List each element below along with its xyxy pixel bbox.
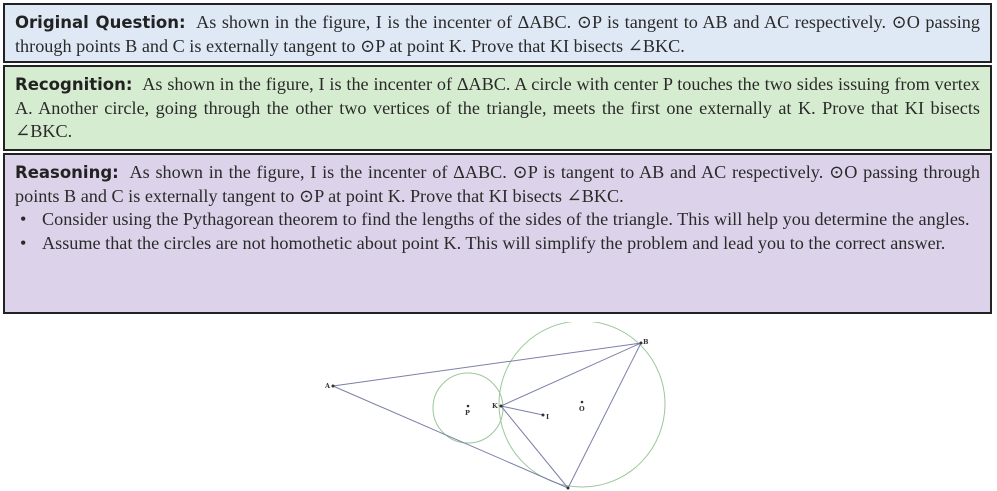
original-question-panel xyxy=(3,3,992,63)
label-p: P xyxy=(465,409,470,417)
segment-bc xyxy=(568,343,641,488)
recognition-text xyxy=(15,73,980,144)
point-a xyxy=(332,385,335,388)
original-question-body: As shown in the figure, I is the incenter of ΔABC. ⊙P is tangent to AB and AC respectively. ⊙O passing through points B and C is externally tangent to ⊙P at point K. Prove that KI bisects ∠BKC. xyxy=(15,12,980,56)
reasoning-bullet-list xyxy=(15,208,980,255)
segment-ac xyxy=(333,386,568,488)
reasoning-bullet: • Consider using the Pythagorean theorem to find the lengths of the sides of the triangle. This will help you determine the angles. xyxy=(42,208,980,232)
label-o: O xyxy=(579,405,585,413)
point-p xyxy=(467,405,470,408)
recognition-label: Recognition: xyxy=(15,75,133,94)
reasoning-body: As shown in the figure, I is the incenter of ΔABC. ⊙P is tangent to AB and AC respectively. ⊙O passing through points B and C is externally tangent to ⊙P at point K. Prove that KI bisects ∠BKC. xyxy=(15,162,980,206)
label-i: I xyxy=(546,413,550,421)
point-c xyxy=(567,487,570,490)
label-k: K xyxy=(492,402,498,410)
reasoning-label: Reasoning: xyxy=(15,163,119,182)
point-i xyxy=(542,414,545,417)
point-k xyxy=(500,405,503,408)
reasoning-text xyxy=(15,161,980,208)
recognition-panel xyxy=(3,65,992,151)
original-question-label: Original Question: xyxy=(15,13,186,32)
geometry-figure xyxy=(318,322,668,490)
reasoning-bullet: • Assume that the circles are not homothetic about point K. This will simplify the problem and lead you to the correct answer. xyxy=(42,232,980,256)
reasoning-panel xyxy=(3,153,992,314)
segment-ab xyxy=(333,343,641,386)
label-b: B xyxy=(643,338,649,346)
point-o xyxy=(581,401,584,404)
recognition-body: As shown in the figure, I is the incenter of ΔABC. A circle with center P touches the two sides issuing from vertex A. Another circle, going through the other two vertices of the triangle, meets the first one externally at K. Prove that KI bisects ∠BKC. xyxy=(15,74,980,141)
label-a: A xyxy=(325,382,331,390)
original-question-text xyxy=(15,11,980,58)
geometry-figure-svg xyxy=(318,322,668,490)
